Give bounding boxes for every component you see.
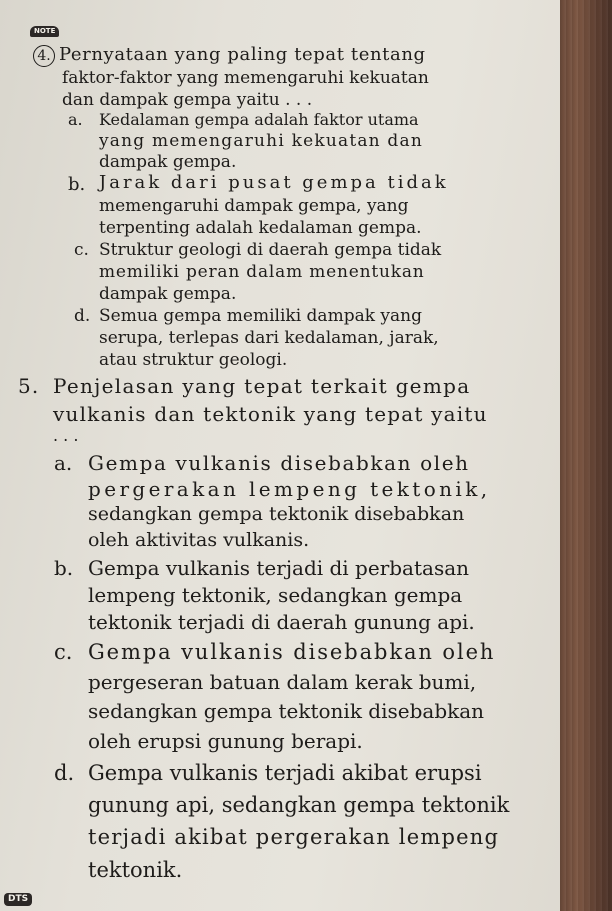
question-5-option-c-line: sedangkan gempa tektonik disebabkan — [88, 699, 485, 723]
question-5-option-c-line: Gempa vulkanis disebabkan oleh — [88, 640, 496, 664]
question-5-option-d-line: tektonik. — [88, 858, 183, 882]
question-5-option-a-line: pergerakan lempeng tektonik, — [88, 477, 491, 501]
question-4-option-a-line: dampak gempa. — [99, 152, 237, 172]
question-5-number: 5. — [18, 374, 40, 398]
question-4-option-c-line: Struktur geologi di daerah gempa tidak — [99, 240, 442, 260]
question-5-stem-line: Penjelasan yang tepat terkait gempa — [53, 374, 471, 398]
question-4-stem-line: 4. Pernyataan yang paling tepat tentang — [36, 44, 426, 67]
question-4-option-a-letter: a. — [68, 110, 83, 129]
question-5-option-a-line: sedangkan gempa tektonik disebabkan — [88, 503, 465, 525]
question-5-option-d-letter: d. — [54, 761, 75, 785]
question-4-option-d-line: atau struktur geologi. — [99, 350, 288, 370]
question-5-option-a-line: Gempa vulkanis disebabkan oleh — [88, 451, 470, 475]
question-5-option-a-line: oleh aktivitas vulkanis. — [88, 529, 310, 551]
question-4-stem-line: faktor-faktor yang memengaruhi kekuatan — [62, 68, 429, 88]
question-4-option-a-line: yang memengaruhi kekuatan dan — [99, 131, 423, 151]
question-4-option-d-letter: d. — [74, 306, 91, 326]
question-4-number: 4. — [33, 45, 55, 67]
question-5-option-b-line: lempeng tektonik, sedangkan gempa — [88, 583, 463, 607]
question-4-option-b-line: memengaruhi dampak gempa, yang — [99, 196, 409, 216]
question-5-option-a-letter: a. — [54, 451, 73, 475]
question-4-option-a-line: Kedalaman gempa adalah faktor utama — [99, 110, 419, 129]
question-5-option-d-line: Gempa vulkanis terjadi akibat erupsi — [88, 761, 482, 785]
question-4-option-b-line: Jarak dari pusat gempa tidak — [99, 172, 449, 193]
question-5-option-b-line: Gempa vulkanis terjadi di perbatasan — [88, 556, 470, 580]
question-4-option-d-line: Semua gempa memiliki dampak yang — [99, 306, 422, 326]
question-5-stem-line: . . . — [53, 426, 79, 445]
question-4-option-c-line: memiliki peran dalam menentukan — [99, 262, 425, 282]
dts-tag: DTS — [4, 893, 32, 906]
question-5-option-c-line: oleh erupsi gunung berapi. — [88, 729, 363, 753]
note-tag: NOTE — [30, 26, 59, 37]
question-4-option-b-letter: b. — [68, 174, 86, 195]
question-5-option-b-line: tektonik terjadi di daerah gunung api. — [88, 610, 475, 634]
question-4-option-b-line: terpenting adalah kedalaman gempa. — [99, 218, 422, 238]
question-4-option-c-letter: c. — [74, 240, 89, 260]
question-5-option-c-line: pergeseran batuan dalam kerak bumi, — [88, 670, 477, 694]
question-5-option-d-line: terjadi akibat pergerakan lempeng — [88, 825, 500, 849]
question-4-option-c-line: dampak gempa. — [99, 284, 237, 304]
question-5-option-d-line: gunung api, sedangkan gempa tektonik — [88, 793, 510, 817]
question-4-option-d-line: serupa, terlepas dari kedalaman, jarak, — [99, 328, 439, 348]
question-5-option-b-letter: b. — [54, 556, 74, 580]
question-4-stem-line: dan dampak gempa yaitu . . . — [62, 90, 313, 110]
question-5-option-c-letter: c. — [54, 640, 73, 664]
question-5-stem-line: vulkanis dan tektonik yang tepat yaitu — [53, 402, 488, 426]
